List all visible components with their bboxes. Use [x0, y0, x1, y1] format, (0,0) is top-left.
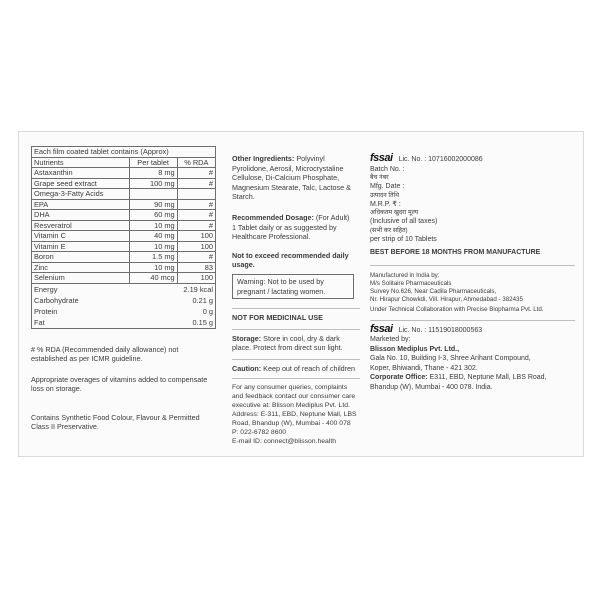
nutrient-rda: #: [177, 252, 215, 263]
divider: [232, 378, 360, 379]
storage-text: [232, 334, 360, 353]
colour-note: Contains Synthetic Food Colour, Flavour & Permitted Class II Preservative.: [31, 412, 200, 432]
energy-label: Fat: [34, 317, 45, 327]
overages-note: Appropriate overages of vitamins added to compensate loss on storage.: [31, 374, 208, 394]
energy-label: Carbohydrate: [34, 295, 79, 305]
nutrient-amount: 100 mg: [129, 178, 177, 189]
fssai-logo: fssai: [370, 152, 393, 164]
nutrient-amount: 10 mg: [129, 262, 177, 273]
nutrient-rda: 100: [177, 273, 215, 284]
best-before: BEST BEFORE 18 MONTHS FROM MANUFACTURE: [370, 249, 541, 256]
fssai-licence-2: Lic. No. : 11519018000563: [398, 326, 483, 334]
tax-note: (Inclusive of all taxes): [370, 218, 438, 225]
table-row: [32, 273, 216, 284]
nutrient-rda: [177, 189, 215, 200]
mfg-date-hindi: उत्पादन तिथि: [370, 191, 400, 199]
table-row: [32, 178, 216, 189]
nutrient-rda: #: [177, 168, 215, 179]
nutrient-amount: 10 mg: [129, 241, 177, 252]
table-row: [32, 210, 216, 221]
table-row: [32, 317, 216, 329]
nutrient-name: EPA: [32, 199, 130, 210]
table-row: [32, 252, 216, 263]
nutrient-name: Selenium: [32, 273, 130, 284]
fssai-licence-1: Lic. No. : 10716002000086: [398, 156, 483, 163]
collaboration-note: Under Technical Collaboration with Precise Biopharma Pvt. Ltd.: [370, 305, 544, 313]
consumer-care: For any consumer queries, complaints and feedback contact our consumer care executive at: Blisson Mediplus Pvt. Ltd. Address: E-311, EBD, Neptune Mall, LBS Road, Bhandup (W), Mumbai - 400 078: [232, 383, 357, 427]
table-row: [32, 306, 216, 317]
nutrient-amount: 1.5 mg: [129, 252, 177, 263]
nutrient-rda: 100: [177, 231, 215, 242]
table-row: [32, 241, 216, 252]
marketer-address-2: Koper, Bhiwandi, Thane - 421 302.: [370, 364, 478, 372]
table-row: [32, 262, 216, 273]
marketer-name: Blisson Mediplus Pvt. Ltd.,: [370, 345, 460, 353]
table-row: [32, 168, 216, 179]
nutrient-name: Boron: [32, 252, 130, 263]
header-rda: % RDA: [177, 157, 215, 168]
table-row: [32, 199, 216, 210]
ingredients-label: Other Ingredients:: [232, 154, 295, 163]
not-exceed-note: Not to exceed recommended daily usage.: [232, 250, 349, 270]
not-medicinal: NOT FOR MEDICINAL USE: [232, 313, 323, 323]
ingredients-list: Polyvinyl Pyrolidone, Aerosil, Microcrystaline Cellulose, Di-Calcium Phosphate, Magnesium Stearate, Talc, Lactose & Starch.: [232, 154, 351, 202]
energy-table: [31, 284, 216, 329]
nutrient-rda: 83: [177, 262, 215, 273]
corporate-address-1: E311, EBD, Neptune Mall, LBS Road,: [429, 374, 547, 381]
table-row: [32, 231, 216, 242]
divider: [232, 329, 360, 330]
manufacturer-name: M/s Solitaire Pharmaceuticals: [370, 279, 452, 287]
strip-size: per strip of 10 Tablets: [370, 235, 437, 243]
table-row: [32, 220, 216, 231]
manufacturer-label: Manufactured in India by:: [370, 271, 440, 279]
storage-label: Storage:: [232, 333, 262, 343]
batch-column: [370, 154, 580, 392]
mfg-date: Mfg. Date :: [370, 183, 405, 190]
ingredients-text: [232, 154, 360, 202]
manufacturer-address-1: Survey No.626, Near Cadila Pharmaceuticals,: [370, 287, 497, 295]
nutrient-rda: #: [177, 220, 215, 231]
energy-label: Energy: [34, 284, 58, 294]
nutrient-rda: #: [177, 178, 215, 189]
dosage-heading: [232, 213, 360, 223]
corporate-label: Corporate Office:: [370, 374, 428, 381]
energy-value: 0.21 g: [192, 295, 213, 305]
nutrient-amount: 40 mg: [129, 231, 177, 242]
email: E-mail ID: connect@blisson.health: [232, 437, 336, 445]
table-row: [32, 295, 216, 306]
energy-value: 0.15 g: [192, 317, 213, 327]
mrp-hindi: अधिकतम खुदरा मूल्य: [370, 209, 419, 216]
caution-text: [232, 364, 360, 374]
caution-value: Keep out of reach of children: [263, 363, 356, 373]
nutrient-name: Grape seed extract: [32, 178, 130, 189]
nutrient-amount: 90 mg: [129, 199, 177, 210]
nutrient-name: DHA: [32, 210, 130, 221]
table-row: [32, 284, 216, 295]
nutrient-name: Resveratrol: [32, 220, 130, 231]
nutrient-rda: #: [177, 210, 215, 221]
manufacturer-address-2: Nr. Hirapur Chowkdi, Vill. Hirapur, Ahmedabad - 382435: [370, 295, 523, 303]
table-row: [32, 189, 216, 200]
divider: [370, 265, 575, 266]
divider: [232, 359, 360, 360]
nutrient-rda: #: [177, 199, 215, 210]
nutrition-table: [31, 146, 216, 284]
directions-column: [232, 154, 360, 446]
nutrient-rda: 100: [177, 241, 215, 252]
header-nutrients: Nutrients: [32, 157, 130, 168]
nutrient-amount: 60 mg: [129, 210, 177, 221]
batch-no: Batch No. :: [370, 165, 405, 173]
table-caption: Each film coated tablet contains (Approx): [32, 147, 216, 158]
rda-note: # % RDA (Recommended daily allowance) not established as per ICMR guideline.: [31, 344, 179, 364]
nutrient-name: Zinc: [32, 262, 130, 273]
mrp: M.R.P. ₹ :: [370, 200, 401, 208]
caution-label: Caution:: [232, 363, 262, 373]
dosage-suffix: (For Adult): [315, 212, 350, 222]
divider: [232, 308, 360, 309]
phone: P: 022-6782 8600: [232, 428, 287, 436]
tax-note-hindi: (सभी कर सहित): [370, 226, 408, 234]
marketed-label: Marketed by:: [370, 336, 411, 343]
marketer-address-1: Gala No. 10, Building I-3, Shree Arihant Compound,: [370, 355, 531, 362]
header-per-tablet: Per tablet: [129, 157, 177, 168]
warning-box: Warning: Not to be used by pregnant / lactating women.: [232, 274, 354, 299]
nutrient-amount: [129, 189, 177, 200]
nutrient-name: Vitamin C: [32, 231, 130, 242]
nutrient-name: Vitamin E: [32, 241, 130, 252]
energy-value: 2.19 kcal: [183, 284, 213, 294]
divider: [370, 320, 575, 321]
nutrient-amount: 10 mg: [129, 220, 177, 231]
corporate-office: [370, 373, 580, 383]
nutrient-amount: 8 mg: [129, 168, 177, 179]
corporate-address-2: Bhandup (W), Mumbai - 400 078. India.: [370, 383, 493, 391]
batch-no-hindi: बैच नंबर: [370, 174, 389, 181]
nutrient-amount: 40 mcg: [129, 273, 177, 284]
nutrient-name: Omega-3-Fatty Acids: [32, 189, 130, 200]
nutrient-name: Astaxanthin: [32, 168, 130, 179]
fssai-logo: fssai: [370, 322, 393, 335]
energy-label: Protein: [34, 306, 58, 316]
energy-value: 0 g: [202, 306, 213, 316]
dosage-label: Recommended Dosage:: [232, 212, 314, 222]
label-panel: [18, 131, 584, 457]
storage-value: Store in cool, dry & dark place. Protect from direct sun light.: [232, 333, 343, 353]
nutrition-column: [31, 146, 216, 432]
dosage-text: 1 Tablet daily or as suggested by Healthcare Professional.: [232, 222, 337, 242]
